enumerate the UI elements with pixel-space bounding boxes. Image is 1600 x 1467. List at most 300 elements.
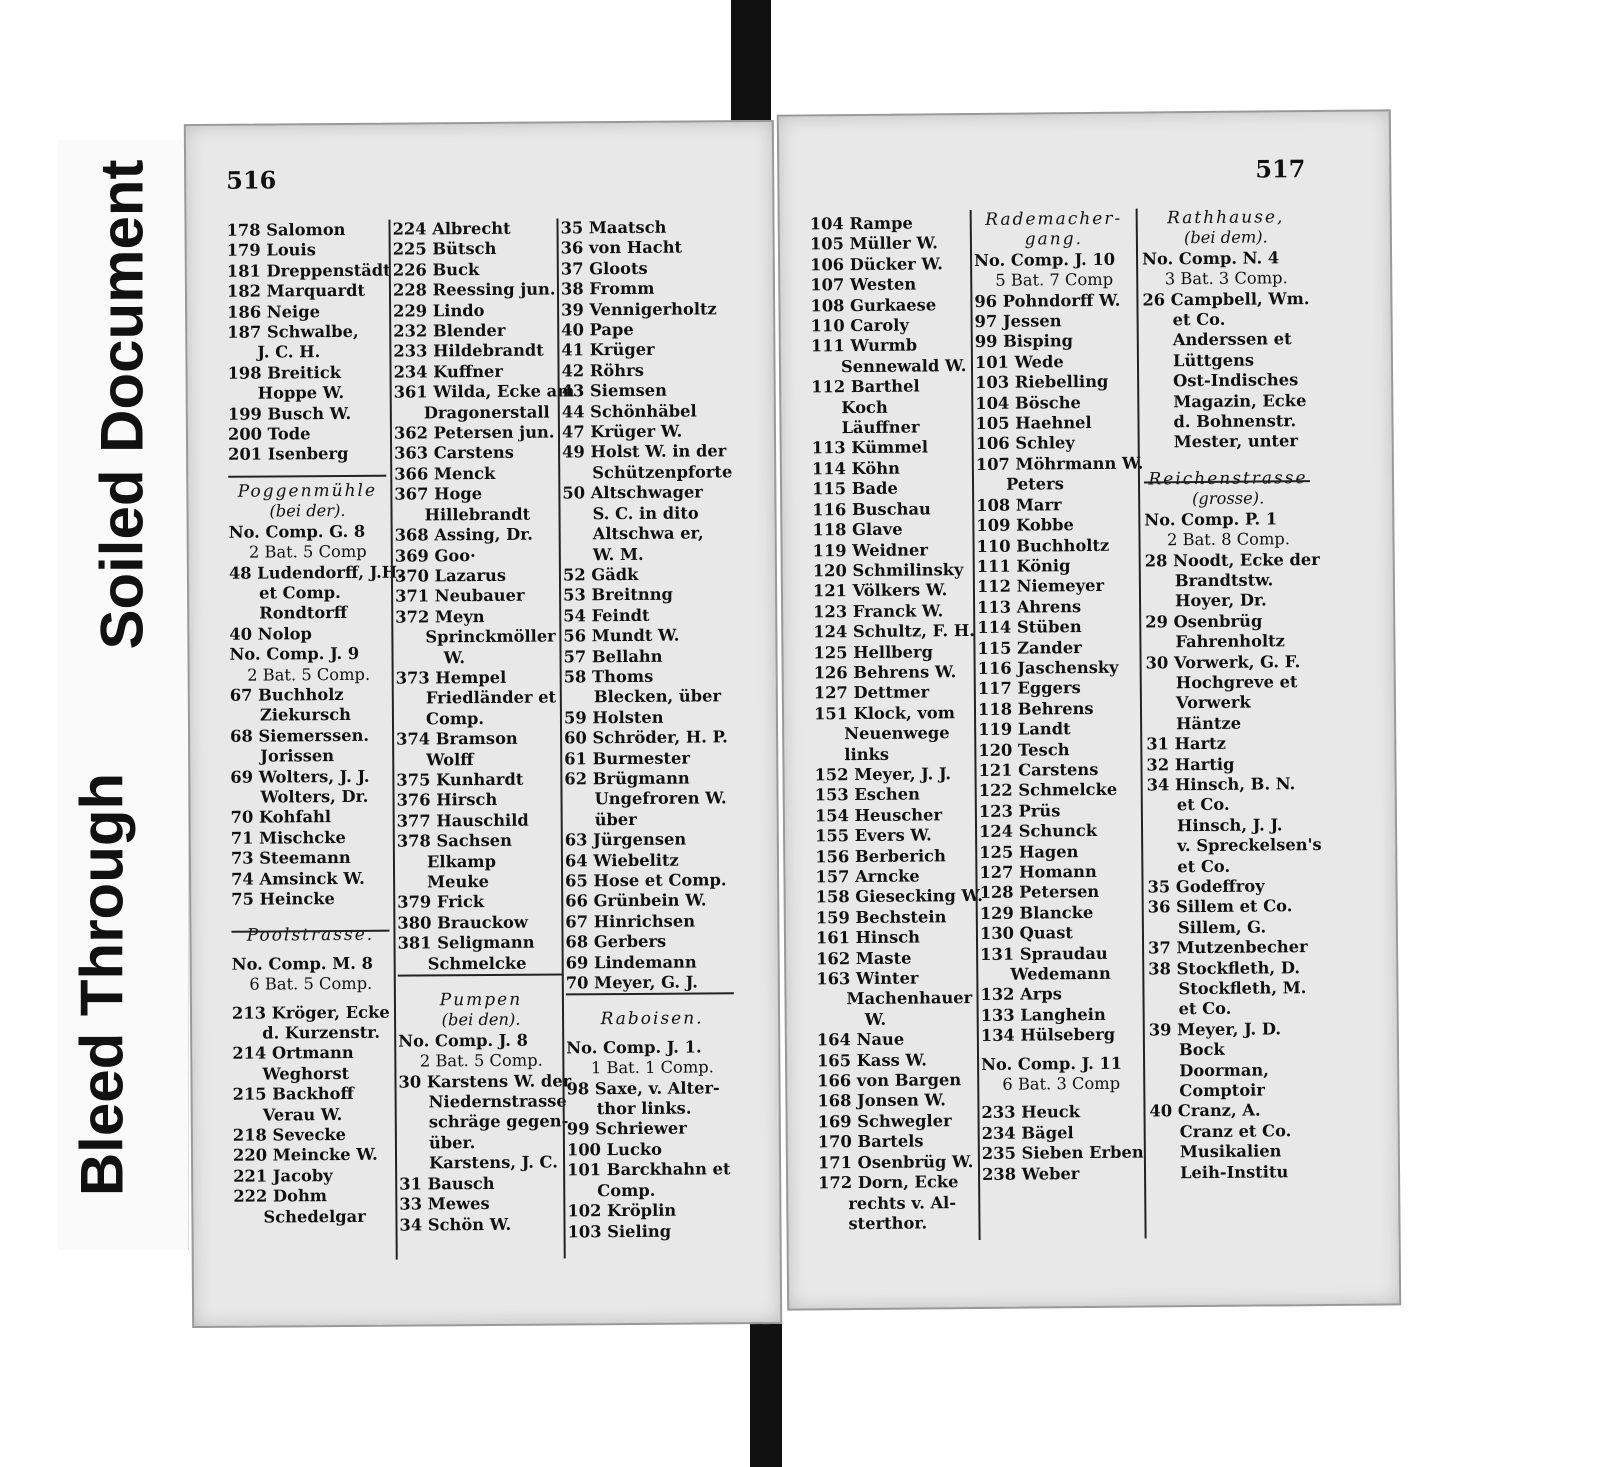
entry-line: Brandtstw. [1174, 570, 1274, 591]
entry-line: Karstens, J. C. [428, 1152, 558, 1173]
entry-line: 106 Schley [975, 433, 1075, 454]
entry-line: Hinsch, J. J. [1176, 815, 1283, 836]
entry-line: et Comp. [259, 582, 341, 603]
entry-line: 228 Reessing jun. [392, 279, 556, 300]
entry-line: Hoyer, Dr. [1174, 590, 1267, 611]
entry-line: 70 Kohfahl [230, 807, 332, 828]
entry-line: 122 Schmelcke [978, 780, 1118, 801]
entry-line: 200 Tode [227, 424, 311, 444]
entry-line: 70 Meyer, G. J. [565, 972, 698, 993]
entry-line: W. [443, 647, 466, 667]
entry-line: 380 Brauckow [397, 912, 528, 933]
entry-line: 238 Weber [981, 1163, 1080, 1184]
entry-line: 128 Petersen [979, 882, 1100, 903]
entry-line: 129 Blancke [979, 902, 1094, 923]
entry-line: 371 Neubauer [395, 586, 525, 606]
entry-line: 376 Hirsch [396, 790, 498, 810]
heading-rademachergang-2: gang. [1024, 229, 1084, 250]
entry-line: 42 Röhrs [561, 360, 644, 381]
entry-line: 58 Thoms [563, 666, 654, 687]
entry-line: 157 Arncke [815, 866, 920, 887]
entry-line: über [594, 809, 637, 830]
entry-line: 134 Hülseberg [980, 1025, 1116, 1046]
entry-line: d. Kurzenstr. [262, 1022, 381, 1043]
entry-line: 44 Schönhäbel [561, 401, 697, 422]
entry-line: 111 König [976, 556, 1071, 576]
bat-line: 2 Bat. 5 Comp [248, 541, 367, 562]
entry-line: 68 Gerbers [565, 931, 667, 952]
entry-line: 101 Barckhahn et [567, 1159, 731, 1180]
entry-line: Leih-Institu [1179, 1161, 1289, 1182]
entry-line: 103 Sieling [567, 1221, 672, 1241]
entry-line: Stockfleth, M. [1178, 978, 1307, 999]
entry-line: 99 Bisping [974, 331, 1074, 352]
entry-line: 40 Nolop [229, 623, 312, 644]
entry-line: 131 Spraudau [980, 943, 1108, 964]
entry-line: 373 Hempel [395, 667, 507, 688]
entry-line: Sprinckmöller [425, 626, 556, 647]
sub-poggenmuehle: (bei der). [269, 501, 346, 521]
entry-line: 39 Vennigerholtz [561, 298, 717, 320]
entry-line: 56 Mundt W. [563, 625, 680, 646]
entry-line: 35 Godeffroy [1147, 876, 1265, 897]
entry-line: Hoppe W. [257, 383, 345, 403]
entry-line: Schedelgar [263, 1206, 366, 1227]
entry-line: Mester, unter [1173, 431, 1299, 452]
sub-rathhause: (bei dem). [1183, 227, 1268, 248]
heading-rathhause: Rathhause, [1166, 207, 1285, 229]
page-number-left: 516 [226, 165, 277, 195]
entry-line: Jorissen [260, 746, 335, 766]
entry-line: 214 Ortmann [232, 1043, 354, 1064]
entry-line: 133 Langhein [980, 1004, 1106, 1025]
entry-line: 218 Sevecke [232, 1125, 347, 1145]
entry-line: 168 Jonsen W. [817, 1090, 946, 1111]
entry-line: 98 Saxe, v. Alter- [566, 1078, 720, 1099]
entry-line: 117 Eggers [977, 678, 1081, 699]
entry-line: 199 Busch W. [227, 403, 352, 424]
entry-line: 37 Gloots [560, 258, 648, 279]
entry-line: 234 Kuffner [393, 361, 504, 382]
entry-line: Verau W. [262, 1104, 343, 1125]
left-column-1 [226, 219, 403, 1228]
page-number-right: 517 [1255, 154, 1306, 184]
entry-line: schräge gegen- [428, 1111, 569, 1132]
entry-line: Machenhauer [846, 988, 973, 1009]
entry-line: Comp. [597, 1180, 656, 1200]
entry-line: 30 Karstens W. der [398, 1071, 572, 1092]
entry-line: 47 Krüger W. [561, 421, 683, 442]
entry-line: 226 Buck [392, 259, 480, 280]
entry-line: 161 Hinsch [815, 927, 921, 948]
entry-line: 36 von Hacht [560, 238, 683, 258]
entry-line: 28 Noodt, Ecke der [1144, 549, 1320, 571]
entry-line: 108 Gurkaese [810, 294, 937, 316]
entry-line: 112 Niemeyer [976, 576, 1105, 597]
entry-line: Läuffner [841, 417, 920, 438]
entry-line: 187 Schwalbe, [227, 321, 359, 342]
entry-line: 215 Backhoff [232, 1084, 354, 1105]
entry-line: 96 Pohndorff W. [974, 290, 1121, 311]
entry-line: Musikalien [1179, 1141, 1282, 1162]
comp-line: No. Comp. G. 8 [228, 521, 366, 542]
bat-line: 2 Bat. 5 Comp. [419, 1050, 543, 1071]
entry-line: 115 Zander [977, 637, 1082, 658]
entry-line: 69 Lindemann [565, 952, 697, 973]
entry-line: 372 Meyn [395, 606, 485, 627]
entry-line: 366 Menck [394, 463, 496, 484]
entry-line: Sennewald W. [840, 355, 967, 376]
entry-line: 363 Carstens [394, 443, 514, 464]
entry-line: 123 Franck W. [813, 600, 944, 622]
entry-line: 370 Lazarus [394, 565, 507, 586]
entry-line: 235 Sieben Erben [981, 1142, 1144, 1164]
entry-line: S. C. in dito [592, 503, 699, 523]
entry-line: 154 Heuscher [814, 805, 943, 826]
entry-line: 110 Buchholtz [976, 535, 1110, 556]
entry-line: 121 Carstens [978, 759, 1099, 780]
entry-line: 220 Meincke W. [232, 1145, 378, 1166]
entry-line: J. C. H. [257, 342, 321, 363]
entry-line: 108 Marr [976, 494, 1062, 515]
entry-line: 118 Glave [812, 519, 903, 540]
entry-line: 377 Hauschild [396, 810, 529, 831]
entry-line: et Co. [1177, 856, 1231, 876]
sub-reichenstrasse: (grosse). [1191, 488, 1265, 509]
entry-line: 127 Homann [979, 861, 1097, 882]
entry-line: Elkamp [426, 851, 497, 871]
entry-line: Vorwerk [1175, 692, 1251, 713]
entry-line: 48 Ludendorff, J.H. [228, 562, 403, 583]
label-soiled-document: Soiled Document [88, 159, 156, 650]
entry-line: 151 Klock, vom [813, 702, 956, 724]
entry-line: W. M. [592, 544, 644, 564]
entry-line: 69 Wolters, J. J. [230, 766, 370, 787]
entry-line: 155 Evers W. [815, 825, 932, 846]
entry-line: Bock [1178, 1040, 1225, 1060]
entry-line: Lüttgens [1172, 350, 1255, 371]
bat-line: 2 Bat. 8 Comp. [1166, 529, 1291, 550]
entry-line: et Co. [1176, 795, 1230, 815]
entry-line: 105 Müller W. [809, 233, 938, 254]
entry-line: 201 Isenberg [228, 444, 349, 465]
entry-line: 100 Lucko [566, 1139, 663, 1160]
entry-line: 163 Winter [816, 968, 919, 989]
entry-line: 41 Krüger [561, 340, 655, 360]
entry-line: 186 Neige [227, 301, 321, 322]
entry-line: Sillem, G. [1177, 917, 1267, 938]
entry-line: 34 Hinsch, B. N. [1146, 774, 1296, 795]
entry-line: 107 Westen [810, 274, 917, 295]
entry-line: 124 Schultz, F. H. [813, 621, 975, 642]
entry-line: 213 Kröger, Ecke [231, 1002, 390, 1023]
entry-line: 152 Meyer, J. J. [814, 764, 952, 785]
bat-line: 6 Bat. 5 Comp. [249, 973, 373, 994]
entry-line: 54 Feindt [563, 605, 650, 626]
entry-line: 62 Brügmann [564, 768, 690, 789]
comp-line: No. Comp. J. 9 [229, 643, 360, 664]
entry-line: 368 Assing, Dr. [394, 524, 533, 545]
entry-line: Comptoir [1179, 1080, 1265, 1101]
entry-line: 221 Jacoby [233, 1165, 333, 1186]
entry-line: 103 Riebelling [975, 372, 1109, 393]
left-page [184, 120, 782, 1328]
entry-line: Rondtorff [259, 603, 348, 623]
left-column-3 [560, 217, 739, 1242]
entry-line: 31 Bausch [399, 1173, 495, 1194]
entry-line: 130 Quast [979, 923, 1073, 944]
entry-line: 31 Hartz [1146, 733, 1226, 754]
entry-line: 178 Salomon [226, 219, 346, 240]
entry-line: 234 Bägel [981, 1123, 1074, 1143]
entry-line: 369 Goo· [394, 545, 476, 566]
entry-line: 224 Albrecht [392, 218, 511, 239]
entry-line: et Co. [1172, 309, 1226, 330]
entry-line: 362 Petersen jun. [393, 422, 555, 443]
entry-line: Wedemann [1010, 963, 1111, 984]
entry-line: 107 Möhrmann W. [975, 453, 1144, 474]
right-column-2 [974, 209, 1143, 1185]
right-page [777, 109, 1401, 1310]
entry-line: 33 Mewes [399, 1194, 490, 1214]
entry-line: 34 Schön W. [399, 1214, 512, 1235]
entry-line: 169 Schwegler [817, 1111, 952, 1132]
entry-line: 119 Weidner [812, 539, 928, 560]
bat-line: 3 Bat. 3 Comp. [1164, 268, 1288, 289]
entry-line: 225 Bütsch [392, 239, 497, 260]
label-bleed-through: Bleed Through [68, 772, 136, 1197]
entry-line: 132 Arps [980, 984, 1062, 1005]
entry-line: 29 Osenbrüg [1145, 611, 1263, 632]
entry-line: 43 Siemsen [561, 380, 667, 401]
entry-line: thor links. [596, 1098, 692, 1119]
entry-line: Ungefroren W. [594, 788, 727, 809]
entry-line: 57 Bellahn [563, 646, 663, 666]
comp-line: No. Comp. J. 11 [981, 1053, 1123, 1074]
entry-line: Weghorst [262, 1063, 350, 1084]
book-spine-bottom [750, 1300, 782, 1467]
entry-line: über. [428, 1132, 476, 1153]
entry-line: 116 Buschau [812, 499, 931, 520]
entry-line: Neuenwege [844, 723, 950, 744]
entry-line: 109 Kobbe [976, 515, 1074, 536]
entry-line: Koch [841, 397, 888, 417]
entry-line: Anderssen et [1172, 329, 1292, 350]
entry-line: 229 Lindo [393, 300, 485, 321]
entry-line: Wolff [426, 749, 474, 769]
entry-line: 74 Amsinck W. [231, 868, 365, 889]
entry-line: 233 Hildebrandt [393, 341, 544, 362]
entry-line: 65 Hose et Comp. [565, 870, 727, 891]
entry-line: 64 Wiebelitz [564, 850, 679, 871]
entry-line: 73 Steemann [230, 848, 351, 868]
entry-line: 66 Grünbein W. [565, 890, 707, 911]
heading-rademachergang: Rademacher- [985, 208, 1123, 230]
entry-line: 222 Dohm [233, 1186, 328, 1207]
entry-line: Meuke [427, 871, 490, 892]
entry-line: Fahrenholtz [1175, 631, 1285, 652]
entry-line: 71 Mischcke [230, 827, 346, 848]
entry-line: 32 Hartig [1146, 754, 1235, 775]
entry-line: 101 Wede [974, 352, 1064, 372]
entry-line: 75 Heincke [231, 889, 335, 909]
entry-line: rechts v. Al- [848, 1192, 957, 1213]
entry-line: 38 Stockfleth, D. [1148, 957, 1301, 979]
entry-line: Magazin, Ecke [1173, 390, 1307, 411]
entry-line: Hillebrandt [424, 504, 531, 525]
entry-line: 30 Vorwerk, G. F. [1145, 651, 1301, 673]
entry-line: 40 Pape [561, 319, 634, 340]
right-column-3 [1141, 207, 1322, 1184]
entry-line: 110 Caroly [810, 315, 909, 336]
entry-line: 156 Berberich [815, 845, 946, 866]
bat-line: 2 Bat. 5 Comp. [247, 664, 371, 685]
entry-line: d. Bohnenstr. [1173, 411, 1297, 432]
entry-line: 63 Jürgensen [564, 829, 687, 850]
comp-line: No. Comp. M. 8 [231, 953, 373, 974]
entry-line: 198 Breitick [227, 362, 342, 383]
entry-line: 166 von Bargen [817, 1070, 962, 1091]
entry-line: 67 Buchholz [229, 684, 344, 705]
entry-line: 120 Tesch [978, 739, 1070, 760]
entry-line: 36 Sillem et Co. [1147, 896, 1293, 917]
entry-line: Schmelcke [427, 953, 527, 974]
entry-line: sterthor. [848, 1213, 928, 1234]
entry-line: 153 Eschen [814, 784, 921, 805]
entry-line: 67 Hinrichsen [565, 911, 696, 932]
entry-line: 99 Schriewer [566, 1119, 687, 1139]
entry-line: 124 Schunck [978, 821, 1098, 842]
entry-line: 172 Dorn, Ecke [818, 1172, 959, 1193]
entry-line: 378 Sachsen [396, 830, 512, 851]
entry-line: Peters [1005, 474, 1064, 494]
entry-line: 379 Frick [397, 892, 485, 913]
entry-line: 106 Dücker W. [810, 254, 944, 275]
entry-line: 361 Wilda, Ecke am [393, 381, 575, 402]
entry-line: 39 Meyer, J. D. [1148, 1019, 1282, 1040]
entry-line: 162 Maste [816, 948, 912, 969]
entry-line: 121 Völkers W. [812, 580, 948, 601]
entry-line: 52 Gädk [562, 564, 639, 585]
entry-line: 61 Burmester [564, 748, 691, 768]
entry-line: Niedernstrasse [428, 1091, 567, 1112]
comp-line: No. Comp. J. 1. [566, 1037, 702, 1058]
entry-line: Friedländer et [425, 687, 557, 708]
entry-line: 104 Rampe [809, 213, 913, 234]
entry-line: Ost-Indisches [1173, 370, 1299, 391]
entry-line: 97 Jessen [974, 311, 1062, 332]
entry-line: Comp. [425, 708, 485, 729]
entry-line: Doorman, [1179, 1060, 1269, 1080]
entry-line: 105 Haehnel [975, 413, 1092, 434]
right-column-1 [809, 213, 984, 1235]
entry-line: 118 Behrens [977, 698, 1094, 719]
entry-line: Schützenpforte [592, 462, 733, 483]
entry-line: 38 Fromm [560, 279, 655, 299]
entry-line: 179 Louis [226, 240, 316, 261]
entry-line: 37 Mutzenbecher [1147, 937, 1308, 958]
bat-line: 6 Bat. 3 Comp [1002, 1073, 1121, 1094]
bat-line: 5 Bat. 7 Comp [995, 269, 1114, 291]
sub-pumpen: (bei den). [441, 1010, 521, 1030]
heading-raboisen: Raboisen. [600, 1008, 704, 1030]
entry-line: 171 Osenbrüg W. [817, 1151, 974, 1173]
comp-line: No. Comp. N. 4 [1141, 248, 1280, 269]
entry-line: Wolters, Dr. [260, 786, 369, 807]
entry-line: 125 Hagen [979, 841, 1079, 862]
entry-line: 127 Dettmer [813, 682, 930, 703]
entry-line: Häntze [1176, 713, 1242, 733]
entry-line: 50 Altschwager [562, 482, 703, 503]
entry-line: links [844, 744, 890, 764]
entry-line: 102 Kröplin [567, 1200, 677, 1221]
entry-line: Blecken, über [593, 686, 722, 707]
entry-line: 374 Bramson [396, 728, 518, 749]
heading-poolstrasse: Poolstrasse. [246, 925, 375, 947]
entry-line: 114 Köhn [811, 458, 900, 479]
entry-line: Dragonerstall [423, 402, 550, 423]
entry-line: 159 Bechstein [815, 907, 947, 928]
book-spine-top [731, 0, 771, 140]
entry-line: v. Spreckelsen's [1177, 835, 1322, 856]
entry-line: 113 Ahrens [977, 596, 1082, 617]
entry-line: 170 Bartels [817, 1131, 924, 1152]
entry-line: 232 Blender [393, 320, 506, 341]
entry-line: 26 Campbell, Wm. [1142, 288, 1310, 310]
entry-line: 115 Bade [811, 478, 898, 499]
entry-line: 114 Stüben [977, 617, 1082, 638]
entry-line: 116 Jaschensky [977, 657, 1119, 678]
entry-line: Ziekursch [259, 705, 352, 725]
entry-line: Cranz et Co. [1179, 1121, 1292, 1142]
entry-line: et Co. [1178, 999, 1232, 1019]
entry-line: 158 Giesecking W. [815, 886, 984, 907]
entry-line: 59 Holsten [563, 707, 664, 728]
entry-line: 120 Schmilinsky [812, 559, 964, 581]
entry-line: 119 Landt [978, 719, 1071, 740]
entry-line: 125 Hellberg [813, 641, 934, 662]
bat-line: 1 Bat. 1 Comp. [590, 1057, 714, 1078]
entry-line: W. [864, 1009, 887, 1029]
entry-line: 49 Holst W. in der [562, 441, 727, 462]
entry-line: 113 Kümmel [811, 437, 929, 458]
heading-poggenmuehle: Poggenmühle [237, 480, 378, 502]
entry-line: 181 Dreppenstädt [226, 260, 391, 281]
entry-line: 104 Bösche [975, 392, 1081, 413]
comp-line: No. Comp. J. 10 [973, 249, 1116, 270]
left-column-2 [392, 218, 575, 1235]
heading-pumpen: Pumpen [439, 989, 523, 1011]
entry-line: Altschwa er, [592, 523, 704, 544]
comp-line: No. Comp. P. 1 [1144, 509, 1278, 530]
entry-line: 375 Kunhardt [396, 769, 524, 790]
entry-line: 165 Kass W. [816, 1050, 927, 1071]
entry-line: 367 Hoge [394, 484, 483, 504]
entry-line: 182 Marquardt [226, 281, 366, 301]
entry-line: 123 Prüs [978, 801, 1061, 821]
entry-line: Hochgreve et [1175, 672, 1298, 693]
entry-line: 60 Schröder, H. P. [564, 727, 728, 748]
heading-reichenstrasse: Reichenstrasse [1148, 467, 1308, 490]
entry-line: 164 Naue [816, 1029, 905, 1050]
entry-line: 112 Barthel [811, 376, 920, 397]
entry-line: 40 Cranz, A. [1149, 1100, 1261, 1121]
comp-line: No. Comp. J. 8 [398, 1030, 528, 1051]
entry-line: 53 Breitnng [563, 584, 673, 605]
entry-line: 111 Wurmb [810, 335, 918, 356]
entry-line: 68 Siemerssen. [230, 725, 370, 746]
entry-line: 126 Behrens W. [813, 662, 957, 683]
